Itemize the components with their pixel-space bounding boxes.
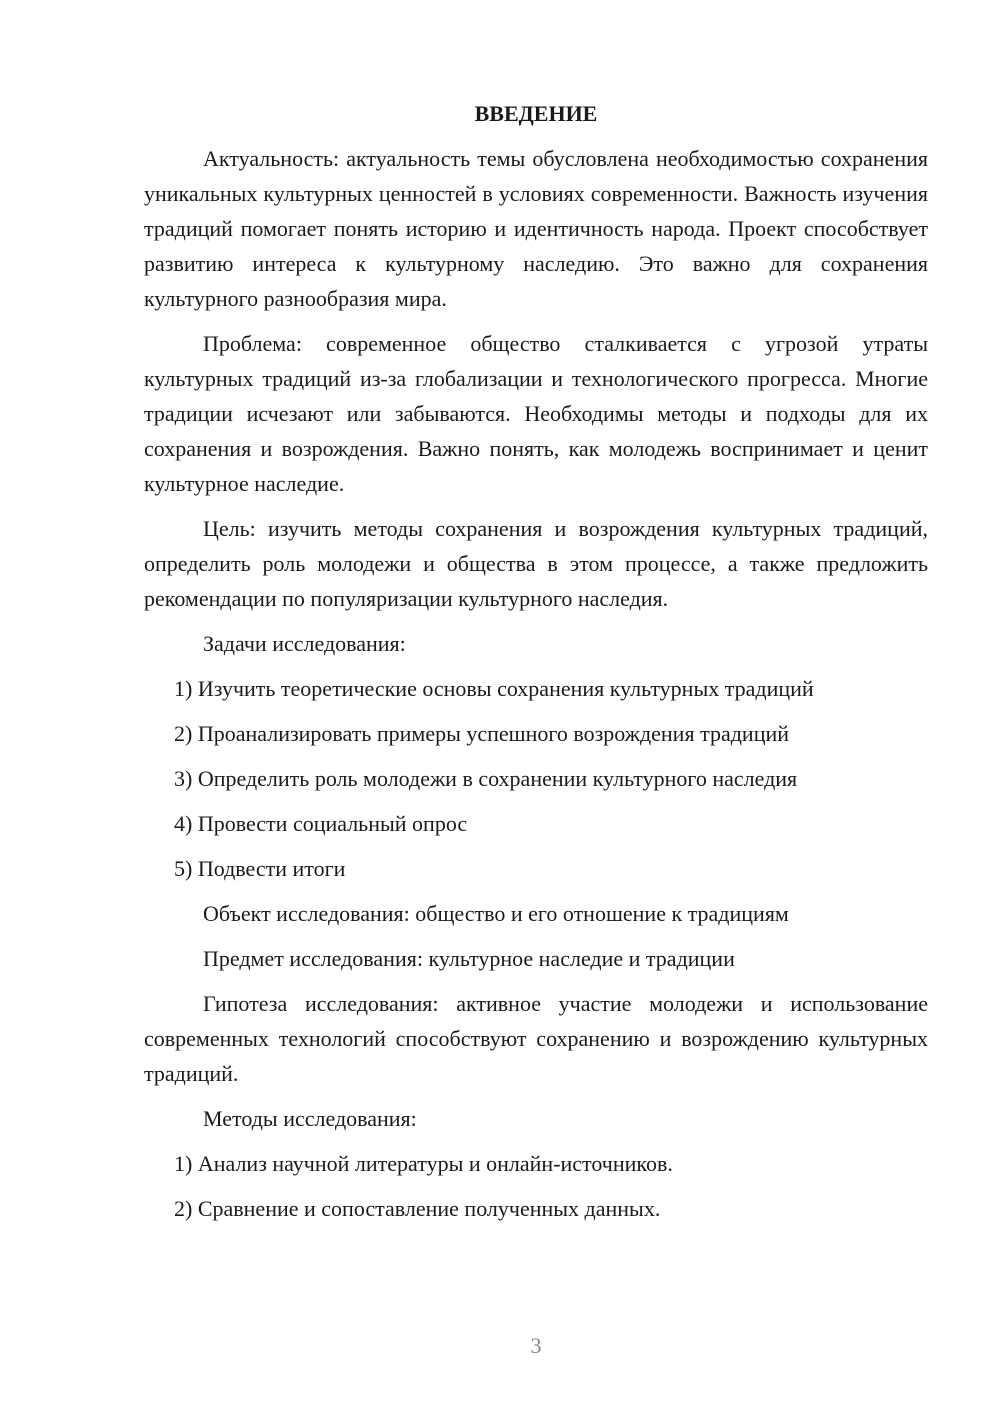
research-object: Объект исследования: общество и его отношение к традициям	[203, 901, 789, 926]
research-subject: Предмет исследования: культурное наследие и традиции	[203, 946, 735, 971]
method-item-2: 2) Сравнение и сопоставление полученных данных.	[174, 1196, 661, 1221]
method-item-1: 1) Анализ научной литературы и онлайн-источников.	[174, 1151, 673, 1176]
tasks-list	[144, 671, 928, 886]
methods-list	[144, 1146, 928, 1226]
page-number: 3	[530, 1333, 542, 1358]
task-item-2: 2) Проанализировать примеры успешного возрождения традиций	[174, 721, 790, 746]
methods-heading: Методы исследования:	[203, 1106, 417, 1131]
page-content	[144, 96, 928, 1236]
relevance-paragraph: Актуальность: актуальность темы обусловлена необходимостью сохранения уникальных культурных ценностей в условиях современности. Важность изучения традиций помогает понять историю и идентичность народа. Проект способствует развитию интереса к культурному наследию. Это важно для сохранения культурного разнообразия мира.	[144, 146, 928, 311]
goal-paragraph: Цель: изучить методы сохранения и возрождения культурных традиций, определить роль молодежи и общества в этом процессе, а также предложить рекомендации по популяризации культурного наследия.	[144, 516, 928, 611]
task-item-4: 4) Провести социальный опрос	[174, 811, 468, 836]
task-item-1: 1) Изучить теоретические основы сохранения культурных традиций	[174, 676, 814, 701]
hypothesis-paragraph: Гипотеза исследования: активное участие молодежи и использование современных технологий способствуют сохранению и возрождению культурных традиций.	[144, 991, 928, 1086]
task-item-5: 5) Подвести итоги	[174, 856, 346, 881]
tasks-heading: Задачи исследования:	[203, 631, 406, 656]
task-item-3: 3) Определить роль молодежи в сохранении культурного наследия	[174, 766, 798, 791]
problem-paragraph: Проблема: современное общество сталкивается с угрозой утраты культурных традиций из-за глобализации и технологического прогресса. Многие традиции исчезают или забываются. Необходимы методы и подходы для их сохранения и возрождения. Важно понять, как молодежь воспринимает и ценит культурное наследие.	[144, 331, 928, 496]
section-title: ВВЕДЕНИЕ	[474, 101, 598, 126]
